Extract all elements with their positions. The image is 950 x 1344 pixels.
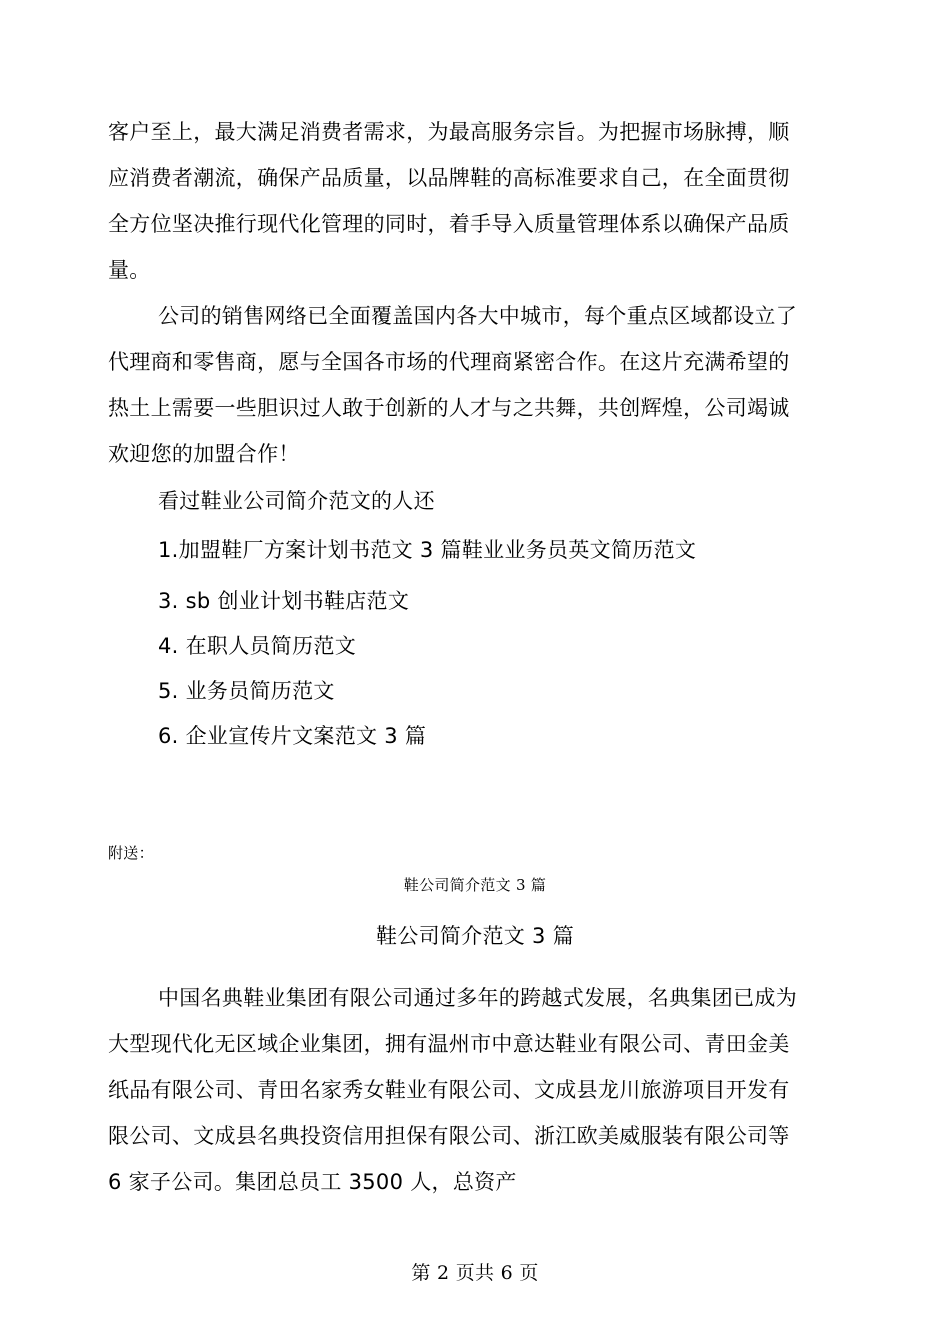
page-number: 第 2 页共 6 页 [411, 1262, 539, 1284]
paragraph-1-line-4: 量。 [108, 258, 151, 282]
paragraph-2-line-4: 欢迎您的加盟合作！ [108, 442, 300, 466]
related-item-6[interactable]: 6. 企业宣传片文案范文 3 篇 [158, 724, 427, 748]
paragraph-2-line-1: 公司的销售网络已全面覆盖国内各大中城市，每个重点区域都设立了 [158, 304, 797, 328]
paragraph-3-line-1: 中国名典鞋业集团有限公司通过多年的跨越式发展，名典集团已成为 [158, 986, 797, 1010]
paragraph-3-line-3: 纸品有限公司、青田名家秀女鞋业有限公司、文成县龙川旅游项目开发有 [108, 1078, 790, 1102]
paragraph-3-line-2: 大型现代化无区域企业集团，拥有温州市中意达鞋业有限公司、青田金美 [108, 1032, 790, 1056]
related-item-3[interactable]: 3. sb 创业计划书鞋店范文 [158, 589, 410, 613]
paragraph-2-line-3: 热土上需要一些胆识过人敢于创新的人才与之共舞，共创辉煌，公司竭诚 [108, 396, 790, 420]
related-item-5[interactable]: 5. 业务员简历范文 [158, 679, 335, 703]
related-item-4[interactable]: 4. 在职人员简历范文 [158, 634, 357, 658]
paragraph-1-line-1: 客户至上，最大满足消费者需求，为最高服务宗旨。为把握市场脉搏，顺 [108, 120, 790, 144]
appendix-label: 附送： [108, 844, 154, 862]
appendix-small-title: 鞋公司简介范文 3 篇 [403, 876, 547, 894]
paragraph-2-line-2: 代理商和零售商，愿与全国各市场的代理商紧密合作。在这片充满希望的 [108, 350, 790, 374]
paragraph-1-line-2: 应消费者潮流，确保产品质量，以品牌鞋的高标准要求自己，在全面贯彻 [108, 166, 790, 190]
paragraph-3-line-5: 6 家子公司。集团总员工 3500 人，总资产 [108, 1170, 517, 1194]
related-item-1[interactable]: 1.加盟鞋厂方案计划书范文 3 篇鞋业业务员英文简历范文 [158, 538, 697, 562]
paragraph-1-line-3: 全方位坚决推行现代化管理的同时，着手导入质量管理体系以确保产品质 [108, 212, 790, 236]
paragraph-3-line-4: 限公司、文成县名典投资信用担保有限公司、浙江欧美威服装有限公司等 [108, 1124, 790, 1148]
appendix-title: 鞋公司简介范文 3 篇 [375, 924, 574, 948]
related-heading: 看过鞋业公司简介范文的人还 [158, 489, 435, 513]
